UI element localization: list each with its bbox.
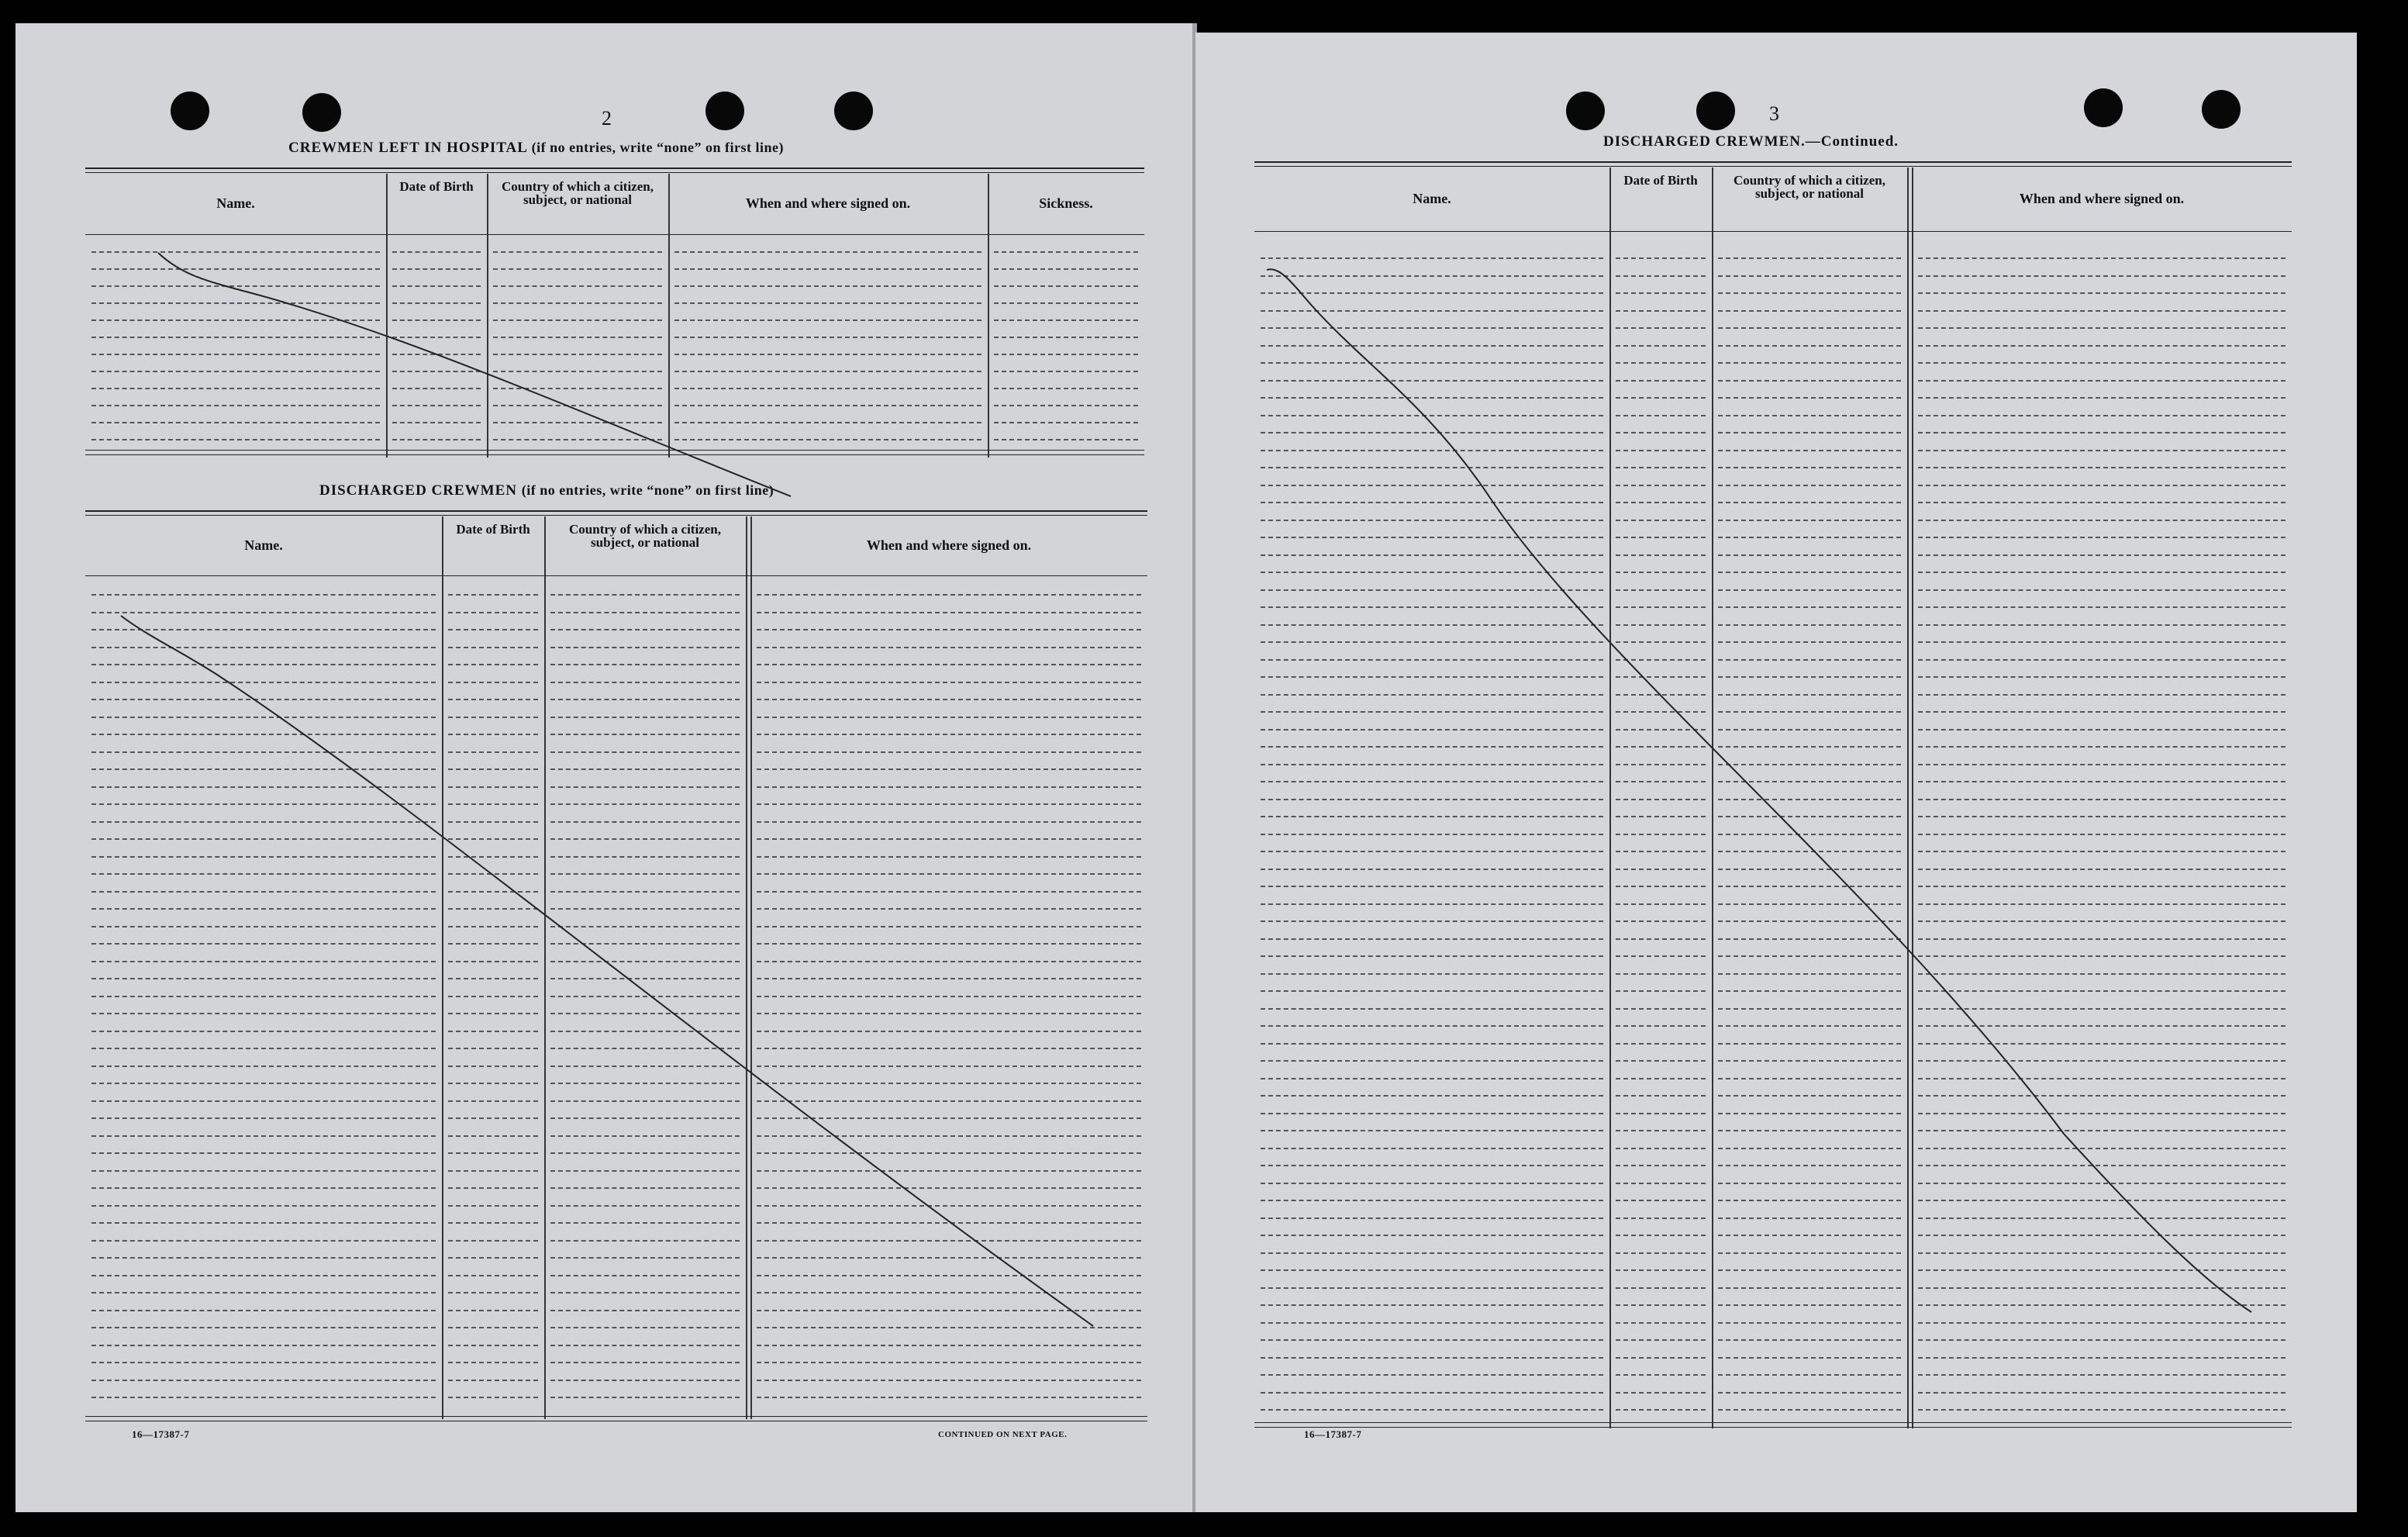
column-header: When and where signed on. — [745, 195, 911, 211]
column-header: Name. — [216, 195, 255, 211]
column-header: Sickness. — [1039, 195, 1093, 211]
page-number: 3 — [1769, 102, 1779, 125]
column-header: Date of Birth — [1623, 173, 1698, 188]
hospital-strike-line — [158, 253, 791, 496]
column-header: Country of which a citizen, subject, or national — [1734, 173, 1885, 201]
form-number: 16—17387-7 — [1304, 1428, 1362, 1440]
discharged-continued-title: DISCHARGED CREWMEN.—Continued. — [1603, 133, 1899, 150]
discharged-title: DISCHARGED CREWMEN — [319, 482, 517, 499]
continued-strike-line — [1267, 269, 2251, 1312]
column-header: Date of Birth — [456, 522, 530, 537]
hospital-title: CREWMEN LEFT IN HOSPITAL — [288, 140, 527, 156]
right-page — [1195, 33, 2357, 1512]
discharged-strike-line — [121, 616, 1093, 1326]
pen-strike-through — [1195, 33, 2357, 1512]
column-header: When and where signed on. — [866, 537, 1032, 553]
discharged-title-note: (if no entries, write “none” on first line) — [521, 482, 774, 498]
pen-strike-through — [16, 23, 1195, 1512]
column-header: Date of Birth — [399, 179, 474, 194]
hospital-title-note: (if no entries, write “none” on first line) — [531, 140, 785, 155]
page-number: 2 — [602, 107, 612, 130]
column-header: Country of which a citizen, subject, or national — [569, 522, 721, 550]
continued-note: CONTINUED ON NEXT PAGE. — [938, 1430, 1068, 1439]
column-header: Name. — [1413, 191, 1451, 206]
column-header: Name. — [244, 537, 283, 553]
column-header: When and where signed on. — [2019, 191, 2185, 206]
column-header: Country of which a citizen, subject, or national — [502, 179, 654, 207]
form-number: 16—17387-7 — [132, 1428, 190, 1440]
left-page — [16, 23, 1195, 1512]
